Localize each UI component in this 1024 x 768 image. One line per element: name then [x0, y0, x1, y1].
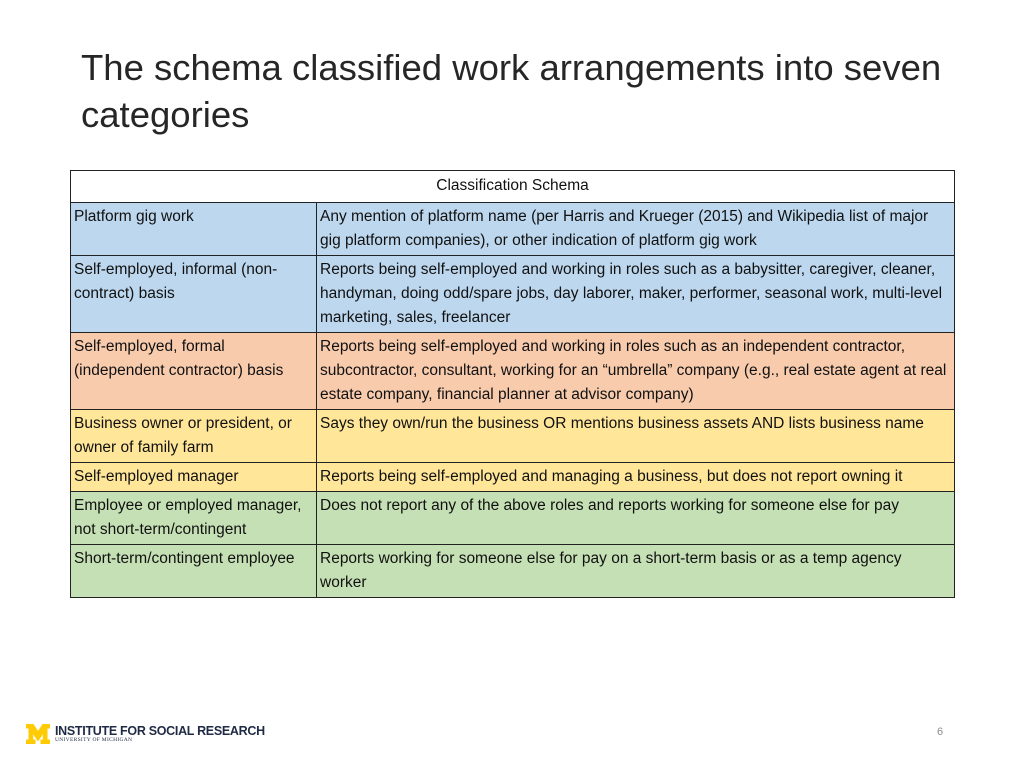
description-cell: Reports being self-employed and working in roles such as an independent contractor, subcontractor, consultant, working for an “umbrella” company (e.g., real estate agent at real estate company, financial planner at advisor company) [317, 333, 955, 410]
table-header: Classification Schema [71, 171, 955, 203]
category-cell: Self-employed, formal (independent contractor) basis [71, 333, 317, 410]
table-row [71, 545, 955, 598]
table-row [71, 203, 955, 256]
description-cell: Reports being self-employed and managing a business, but does not report owning it [317, 463, 955, 492]
category-cell: Platform gig work [71, 203, 317, 256]
logo-university-name: UNIVERSITY OF MICHIGAN [55, 737, 133, 743]
table-row [71, 492, 955, 545]
classification-schema-table [70, 170, 955, 598]
table-row [71, 463, 955, 492]
page-number: 6 [936, 726, 944, 738]
description-cell: Says they own/run the business OR mentions business assets AND lists business name [317, 410, 955, 463]
isr-logo [26, 722, 265, 746]
description-cell: Reports working for someone else for pay on a short-term basis or as a temp agency worker [317, 545, 955, 598]
description-cell: Does not report any of the above roles and reports working for someone else for pay [317, 492, 955, 545]
block-m-icon [26, 724, 50, 744]
table-header-row [71, 171, 955, 203]
table-row [71, 410, 955, 463]
category-cell: Self-employed, informal (non-contract) basis [71, 256, 317, 333]
slide-title: The schema classified work arrangements into seven categories [81, 47, 942, 135]
category-cell: Self-employed manager [71, 463, 317, 492]
category-cell: Employee or employed manager, not short-term/contingent [71, 492, 317, 545]
table-row [71, 256, 955, 333]
description-cell: Any mention of platform name (per Harris and Krueger (2015) and Wikipedia list of major gig platform companies), or other indication of platform gig work [317, 203, 955, 256]
category-cell: Business owner or president, or owner of family farm [71, 410, 317, 463]
table-row [71, 333, 955, 410]
description-cell: Reports being self-employed and working in roles such as a babysitter, caregiver, cleaner, handyman, doing odd/spare jobs, day laborer, maker, performer, seasonal work, multi-level marketing, sales, freelancer [317, 256, 955, 333]
category-cell: Short-term/contingent employee [71, 545, 317, 598]
logo-institute-name: INSTITUTE FOR SOCIAL RESEARCH [55, 723, 265, 738]
